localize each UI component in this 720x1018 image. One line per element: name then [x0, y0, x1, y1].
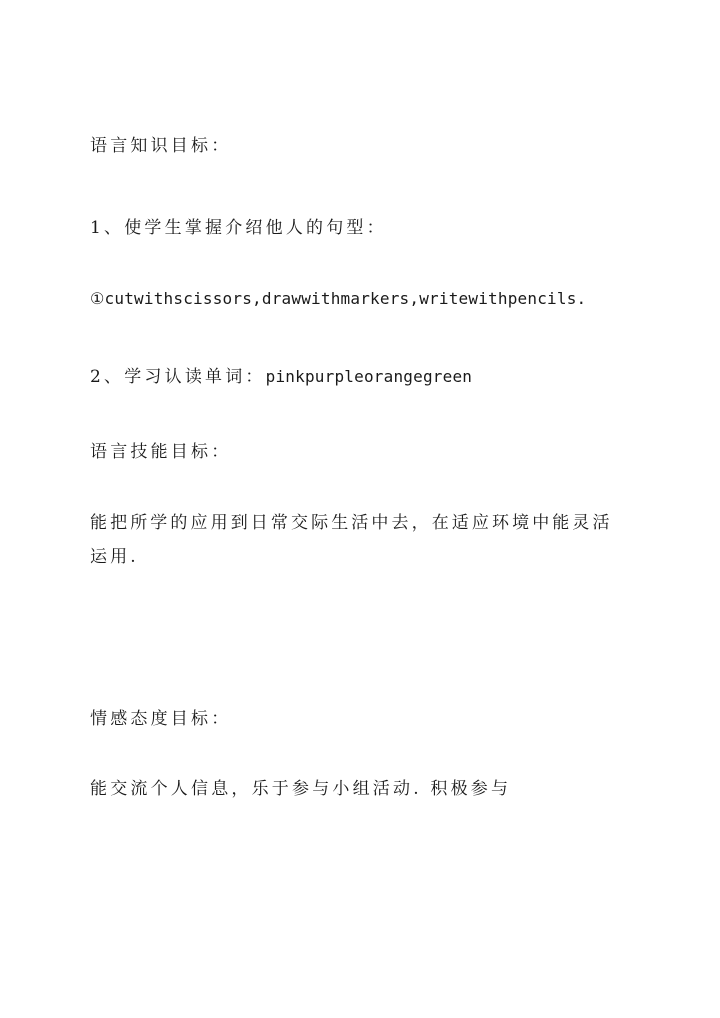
- attitude-paragraph: 能交流个人信息，乐于参与小组活动. 积极参与: [90, 779, 512, 799]
- knowledge-item-1: 1、使学生掌握介绍他人的句型：: [90, 218, 387, 238]
- knowledge-item-example: [90, 282, 625, 316]
- section-heading-skills: 语言技能目标：: [90, 442, 232, 462]
- vocabulary-label: 2、学习认读单词：: [90, 367, 266, 387]
- section-heading-knowledge: 语言知识目标：: [90, 136, 232, 156]
- example-sentences: cutwithscissors,drawwithmarkers,writewithpencils.: [104, 289, 587, 308]
- skills-paragraph: 能把所学的应用到日常交际生活中去，在适应环境中能灵活运用.: [90, 513, 613, 567]
- circled-number-1: ①: [90, 289, 105, 308]
- vocabulary-words: pinkpurpleorangegreen: [265, 367, 473, 386]
- knowledge-item-2: [90, 360, 625, 394]
- section-heading-attitude: 情感态度目标：: [90, 709, 232, 729]
